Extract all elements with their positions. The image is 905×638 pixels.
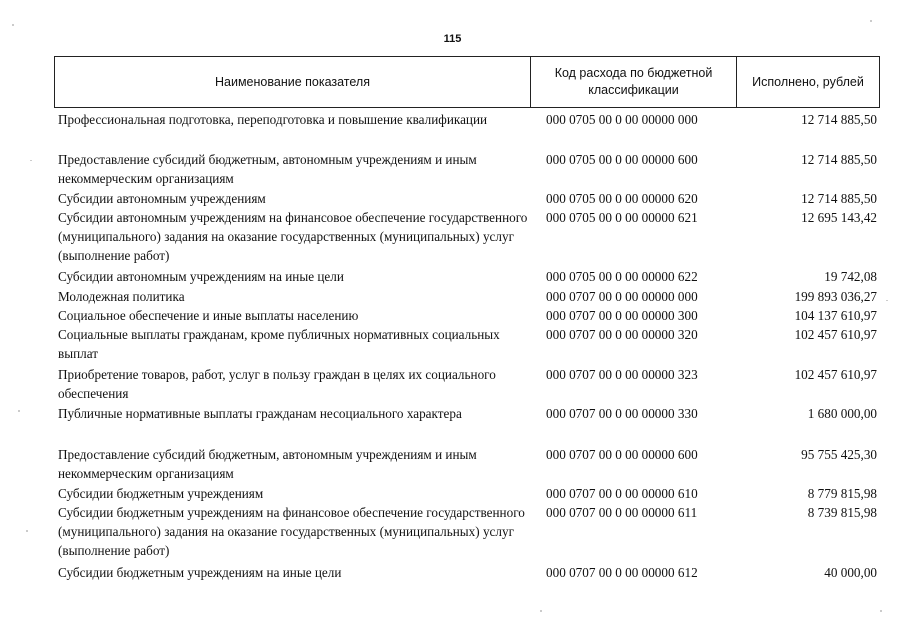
header-code: Код расхода по бюджетной классификации <box>531 57 737 107</box>
row-name: Субсидии бюджетным учреждениям на иные цели <box>58 565 342 580</box>
row-name: Субсидии автономным учреждениям на иные цели <box>58 269 344 284</box>
row-code: 000 0707 00 0 00 00000 611 <box>546 505 698 520</box>
scan-noise <box>886 300 888 301</box>
scan-noise <box>26 530 28 532</box>
row-amount: 104 137 610,97 <box>794 308 877 323</box>
scan-noise <box>18 410 20 412</box>
row-code: 000 0707 00 0 00 00000 323 <box>546 367 698 382</box>
row-name: Субсидии автономным учреждениям на финансовое обеспечение государственного (муниципального) задания на оказание государственных (муниципальных) услуг (выполнение работ) <box>58 210 528 263</box>
scan-noise <box>870 20 872 22</box>
row-name: Молодежная политика <box>58 289 185 304</box>
row-amount: 8 739 815,98 <box>807 505 877 520</box>
row-amount: 199 893 036,27 <box>794 289 877 304</box>
row-amount: 19 742,08 <box>824 269 877 284</box>
row-code: 000 0705 00 0 00 00000 621 <box>546 210 698 225</box>
scan-noise <box>12 24 14 26</box>
scan-noise <box>30 160 32 161</box>
row-amount: 1 680 000,00 <box>807 406 877 421</box>
row-name: Субсидии автономным учреждениям <box>58 191 266 206</box>
row-code: 000 0707 00 0 00 00000 612 <box>546 565 698 580</box>
row-code: 000 0705 00 0 00 00000 000 <box>546 112 698 127</box>
scan-noise <box>880 610 882 612</box>
row-amount: 12 714 885,50 <box>801 112 877 127</box>
row-name: Субсидии бюджетным учреждениям на финансовое обеспечение государственного (муниципального) задания на оказание государственных (муниципальных) услуг (выполнение работ) <box>58 505 525 558</box>
row-name: Приобретение товаров, работ, услуг в пользу граждан в целях их социального обеспечения <box>58 367 496 401</box>
table-header <box>54 56 880 108</box>
header-amount: Исполнено, рублей <box>752 74 864 89</box>
row-code: 000 0707 00 0 00 00000 320 <box>546 327 698 342</box>
row-name: Социальные выплаты гражданам, кроме публичных нормативных социальных выплат <box>58 327 500 361</box>
row-name: Профессиональная подготовка, переподготовка и повышение квалификации <box>58 112 488 127</box>
row-code: 000 0707 00 0 00 00000 330 <box>546 406 698 421</box>
row-name: Социальное обеспечение и иные выплаты населению <box>58 308 359 323</box>
row-name: Предоставление субсидий бюджетным, автономным учреждениям и иным некоммерческим организациям <box>58 152 477 186</box>
row-code: 000 0705 00 0 00 00000 620 <box>546 191 698 206</box>
row-name: Субсидии бюджетным учреждениям <box>58 486 264 501</box>
budget-table <box>54 56 880 580</box>
row-code: 000 0707 00 0 00 00000 300 <box>546 308 698 323</box>
row-code: 000 0707 00 0 00 00000 610 <box>546 486 698 501</box>
scan-noise <box>540 610 542 612</box>
header-name: Наименование показателя <box>55 57 531 107</box>
row-amount: 102 457 610,97 <box>794 327 877 342</box>
row-code: 000 0705 00 0 00 00000 622 <box>546 269 698 284</box>
page-number: 115 <box>443 33 462 45</box>
row-name: Публичные нормативные выплаты гражданам несоциального характера <box>58 406 462 421</box>
row-amount: 95 755 425,30 <box>801 447 877 462</box>
row-amount: 12 714 885,50 <box>801 191 877 206</box>
row-name: Предоставление субсидий бюджетным, автономным учреждениям и иным некоммерческим организациям <box>58 447 477 481</box>
row-code: 000 0707 00 0 00 00000 600 <box>546 447 698 462</box>
row-amount: 102 457 610,97 <box>794 367 877 382</box>
row-amount: 8 779 815,98 <box>807 486 877 501</box>
row-amount: 40 000,00 <box>824 565 877 580</box>
row-amount: 12 695 143,42 <box>801 210 877 225</box>
row-code: 000 0707 00 0 00 00000 000 <box>546 289 698 304</box>
row-code: 000 0705 00 0 00 00000 600 <box>546 152 698 167</box>
row-amount: 12 714 885,50 <box>801 152 877 167</box>
